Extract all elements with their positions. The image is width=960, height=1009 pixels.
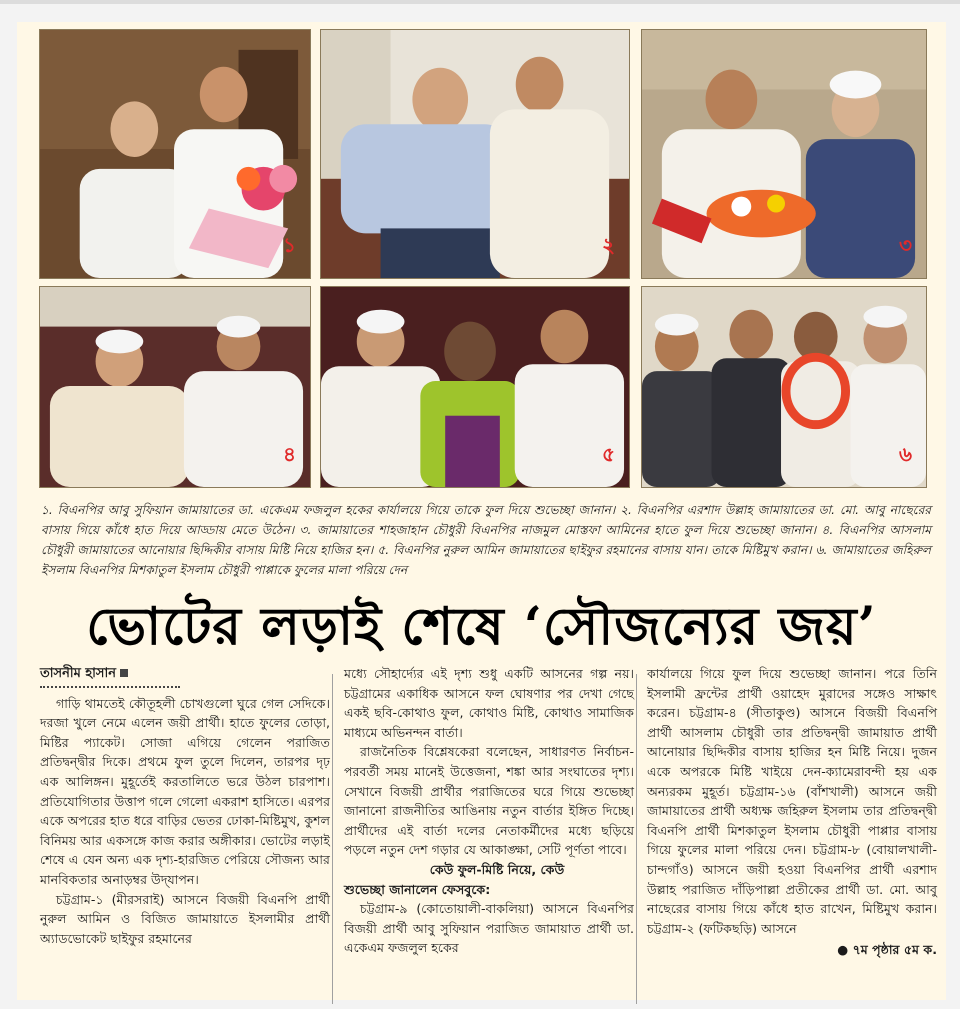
continued-on[interactable]: ● ৭ম পৃষ্ঠার ৫ম ক. xyxy=(837,942,937,958)
photo-5-number: ৫ xyxy=(602,442,615,466)
col2-paragraph-2: রাজনৈতিক বিশ্লেষকেরা বলেছেন, সাধারণত নির্বাচন-পরবর্তী সময় মানেই উত্তেজনা, শঙ্কা আর সংঘাতের দৃশ্য। সেখানে বিজয়ী প্রার্থীর পরাজিতের ঘরে গিয়ে শুভেচ্ছা জানানো রাজনীতির আঙিনায় নতুন বার্তার ইঙ্গিত দিচ্ছে। প্রার্থীদের এই বার্তা দলের নেতাকর্মীদের মধ্যে ছড়িয়ে পড়লে নতুন দেশ গড়ার যে আকাঙ্ক্ষা, সেটি পূর্ণতা পাবে। xyxy=(344,744,634,858)
photo-4 xyxy=(39,286,311,488)
col2-subheading-1: কেউ ফুল-মিষ্টি নিয়ে, কেউ xyxy=(429,861,565,877)
col1-paragraph-1: গাড়ি থামতেই কৌতূহলী চোখগুলো ঘুরে গেল সেদিকে। দরজা খুলে নেমে এলেন জয়ী প্রার্থী। হাতে ফুলের তোড়া, মিষ্টির প্যাকেট। সোজা এগিয়ে গেলেন পরাজিত প্রতিদ্বন্দ্বীর দিকে। প্রথমে ফুল তুলে দিলেন, তারপর দৃঢ় এক আলিঙ্গন। মুহূর্তেই করতালিতে ভরে উঠল চারপাশ। প্রতিযোগিতার উত্তাপ গলে গেলো একরাশ হাসিতে। এরপর একে অপরের হাত ধরে বাড়ির ভেতর ঢোকা-মিষ্টিমুখ, কুশল বিনিময় আর একসঙ্গে কাজ করার অঙ্গীকার। ভোটের লড়াই শেষে এ যেন অন্য এক দৃশ্য-হারজিত পেরিয়ে সৌজন্য আর মানবিকতার অনাড়ম্বর উদ্‌যাপন। xyxy=(40,695,330,887)
headline: ভোটের লড়াই শেষে ‘সৌজন্যের জয়’ xyxy=(86,596,877,657)
photo-6 xyxy=(641,286,927,488)
photo-caption: ১. বিএনপির আবু সুফিয়ান জামায়াতের ডা. একেএম ফজলুল হকের কার্যালয়ে গিয়ে তাকে ফুল দিয়ে শুভেচ্ছা জানান। ২. বিএনপির এরশাদ উল্লাহ জামায়াতের ডা. মো. আবু নাছেরের বাসায় গিয়ে কাঁধে হাত দিয়ে আড্ডায় মেতে উঠেন। ৩. জামায়াতের শাহজাহান চৌধুরী বিএনপির নাজমুল মোস্তফা আমিনের হাতে ফুল দিয়ে শুভেচ্ছা জানান। ৪. বিএনপির আসলাম চৌধুরী জামায়াতের আনোয়ার ছিদ্দিকীর বাসায় মিষ্টি নিয়ে হাজির হন। ৫. বিএনপির নুরুল আমিন জামায়াতের ছাইফুর রহমানের বাসায় যান। তাকে মিষ্টিমুখ করান। ৬. জামায়াতের জহিরুল ইসলাম বিএনপির মিশকাতুল ইসলাম চৌধুরী পাপ্পাকে ফুলের মালা পরিয়ে দেন xyxy=(41,503,931,577)
byline-name: তাসনীম হাসান xyxy=(40,666,117,681)
photo-1-number: ১ xyxy=(283,233,296,257)
byline xyxy=(40,664,330,684)
photo-6-number: ৬ xyxy=(898,442,912,466)
col2-paragraph-3: চট্টগ্রাম-৯ (কোতোয়ালী-বাকলিয়া) আসনে বিএনপির বিজয়ী প্রার্থী আবু সুফিয়ান পরাজিত জামায়াত প্রার্থী ডা. একেএম ফজলুল হকের xyxy=(344,901,634,956)
article-column-1 xyxy=(40,664,330,948)
top-rule xyxy=(0,0,960,4)
photo-1 xyxy=(39,29,311,279)
photo-2 xyxy=(320,29,630,279)
column-divider-1 xyxy=(332,674,333,1004)
photo-2-number: ২ xyxy=(601,233,615,257)
col2-subheading-2: শুভেচ্ছা জানালেন ফেসবুকে: xyxy=(344,881,491,897)
byline-square-icon xyxy=(120,669,128,677)
col3-paragraph-1: কার্যালয়ে গিয়ে ফুল দিয়ে শুভেচ্ছা জানান। পরে তিনি ইসলামী ফ্রন্টের প্রার্থী ওয়াহেদ মুরাদের সঙ্গেও সাক্ষাৎ করেন। চট্টগ্রাম-৪ (সীতাকুণ্ড) আসনে বিজয়ী বিএনপি প্রার্থী আসলাম চৌধুরী তার প্রতিদ্বন্দ্বী জামায়াত প্রার্থী আনোয়ার ছিদ্দিকীর বাসায় হাজির হন মিষ্টি নিয়ে। দুজন একে অপরকে মিষ্টি খাইয়ে দেন-ক্যামেরাবন্দী হয় এক অন্যরকম মুহূর্ত। চট্টগ্রাম-১৬ (বাঁশখালী) আসনে জয়ী জামায়াতের প্রার্থী অধ্যক্ষ জহিরুল ইসলাম তার প্রতিদ্বন্দ্বী বিএনপি প্রার্থী মিশকাতুল ইসলাম চৌধুরী পাপ্পার বাসায় গিয়ে ফুলের মালা পরিয়ে দেন। চট্টগ্রাম-৮ (বোয়ালখালী-চান্দগাঁও) আসনে জয়ী হওয়া বিএনপির প্রার্থী এরশাদ উল্লাহ পরাজিত দাঁড়িপাল্লা প্রতীকের প্রার্থী ডা. মো. আবু নাছেরের বাসায় গিয়ে কাঁধে হাত রাখেন, মিষ্টিমুখ করান। চট্টগ্রাম-২ (ফটিকছড়ি) আসনে xyxy=(647,666,937,936)
continued-on-label: ৭ম পৃষ্ঠার ৫ম ক. xyxy=(852,942,937,958)
newspaper-page xyxy=(17,22,946,1000)
col2-paragraph-1: মধ্যে সৌহার্দ্যের এই দৃশ্য শুধু একটি আসনের গল্প নয়। চট্টগ্রামের একাধিক আসনে ফল ঘোষণার পর দেখা গেছে একই ছবি-কোথাও ফুল, কোথাও মিষ্টি, কোথাও সামাজিক মাধ্যমে অভিনন্দন বার্তা। xyxy=(344,666,634,740)
article-column-2 xyxy=(344,664,634,958)
byline-dotted-rule xyxy=(40,686,180,688)
column-divider-2 xyxy=(636,674,637,1004)
photo-3 xyxy=(641,29,927,279)
col1-paragraph-2: চট্টগ্রাম-১ (মীরসরাই) আসনে বিজয়ী বিএনপি প্রার্থী নুরুল আমিন ও বিজিত জামায়াতে ইসলামীর প্রার্থী অ্যাডভোকেট ছাইফুর রহমানের xyxy=(40,891,330,946)
article-column-3 xyxy=(647,664,937,960)
photo-3-number: ৩ xyxy=(898,233,912,257)
photo-5 xyxy=(320,286,630,488)
photo-4-number: ৪ xyxy=(283,442,296,466)
